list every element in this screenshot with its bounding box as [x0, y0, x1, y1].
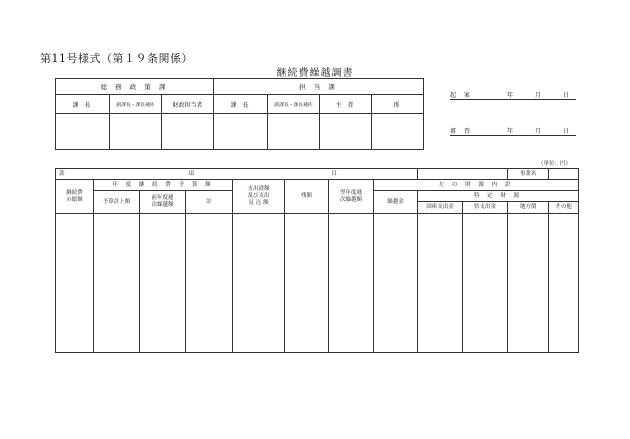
- day-label: 日: [563, 92, 570, 99]
- carryover-table: [55, 168, 579, 353]
- carryover-money-header: 繰越金: [374, 191, 418, 214]
- role-chief-inspector: 主 査: [320, 95, 372, 114]
- remainder-header: 残額: [285, 180, 329, 214]
- data-cell[interactable]: [463, 214, 508, 353]
- data-cell[interactable]: [285, 214, 329, 353]
- data-cell[interactable]: [186, 214, 233, 353]
- role-deputy-chief-1: 副課長・課長補佐: [110, 95, 162, 114]
- data-cell[interactable]: [374, 214, 418, 353]
- kou-label: 項: [186, 169, 329, 180]
- dept-header-general-affairs: 総 務 政 策 課: [56, 79, 214, 95]
- data-cell[interactable]: [56, 214, 94, 353]
- data-cell[interactable]: [233, 214, 285, 353]
- total-continuing-expense-header: 継続費 の総額: [56, 180, 94, 214]
- fund-breakdown-header: 左 の 財 源 内 訳: [374, 180, 579, 191]
- data-cell[interactable]: [140, 214, 186, 353]
- review-date-line[interactable]: [450, 126, 576, 136]
- role-section-chief-2: 課 長: [214, 95, 268, 114]
- project-name-label: 事業名: [508, 169, 549, 180]
- review-date-label: 審 査: [450, 128, 473, 135]
- stamp-box[interactable]: [162, 114, 214, 150]
- year-label: 年: [507, 92, 514, 99]
- form-number: 第11号様式（第１９条関係）: [40, 52, 193, 65]
- document-title: 継続費繰越調書: [276, 68, 354, 79]
- national-subsidy-header: 国庫支出金: [418, 202, 463, 214]
- special-fund-header: 特 定 財 源: [418, 191, 579, 202]
- stamp-box[interactable]: [110, 114, 162, 150]
- month-label: 月: [535, 128, 542, 135]
- project-name-value[interactable]: [549, 169, 579, 180]
- stamp-box[interactable]: [372, 114, 424, 150]
- moku-label: 目: [329, 169, 418, 180]
- other-header: その他: [549, 202, 579, 214]
- month-label: 月: [535, 92, 542, 99]
- data-cell[interactable]: [508, 214, 549, 353]
- role-deputy-chief-2: 副課長・課長補佐: [268, 95, 320, 114]
- prior-year-carryover-header: 前年度逓 次繰越額: [140, 191, 186, 214]
- stamp-box[interactable]: [320, 114, 372, 150]
- approval-stamp-table: [55, 78, 424, 150]
- local-bond-header: 地方債: [508, 202, 549, 214]
- draft-date-label: 起 案: [450, 92, 473, 99]
- data-cell[interactable]: [94, 214, 140, 353]
- prefectural-subsidy-header: 県支出金: [463, 202, 508, 214]
- data-cell[interactable]: [549, 214, 579, 353]
- stamp-box[interactable]: [56, 114, 110, 150]
- next-year-carryover-header: 翌年度逓 次繰越額: [329, 180, 374, 214]
- data-cell[interactable]: [329, 214, 374, 353]
- expenditure-header: 支出済額 及び支出 見 込 額: [233, 180, 285, 214]
- data-cell[interactable]: [418, 214, 463, 353]
- role-finance-officer: 財政担当者: [162, 95, 214, 114]
- kan-label: 款: [56, 169, 186, 180]
- unit-note: （単位：円）: [538, 161, 572, 167]
- stamp-box[interactable]: [268, 114, 320, 150]
- stamp-box[interactable]: [214, 114, 268, 150]
- total-header: 計: [186, 191, 233, 214]
- day-label: 日: [563, 128, 570, 135]
- draft-date-line[interactable]: [450, 90, 576, 100]
- budget-current-header: 予算計上額: [94, 191, 140, 214]
- dept-header-responsible: 担 当 課: [214, 79, 424, 95]
- role-section-chief-1: 課 長: [56, 95, 110, 114]
- annual-budget-header: 年 度 継 続 費 予 算 額: [94, 180, 233, 191]
- year-label: 年: [507, 128, 514, 135]
- role-staff: 係: [372, 95, 424, 114]
- kan-kou-moku-value[interactable]: [418, 169, 508, 180]
